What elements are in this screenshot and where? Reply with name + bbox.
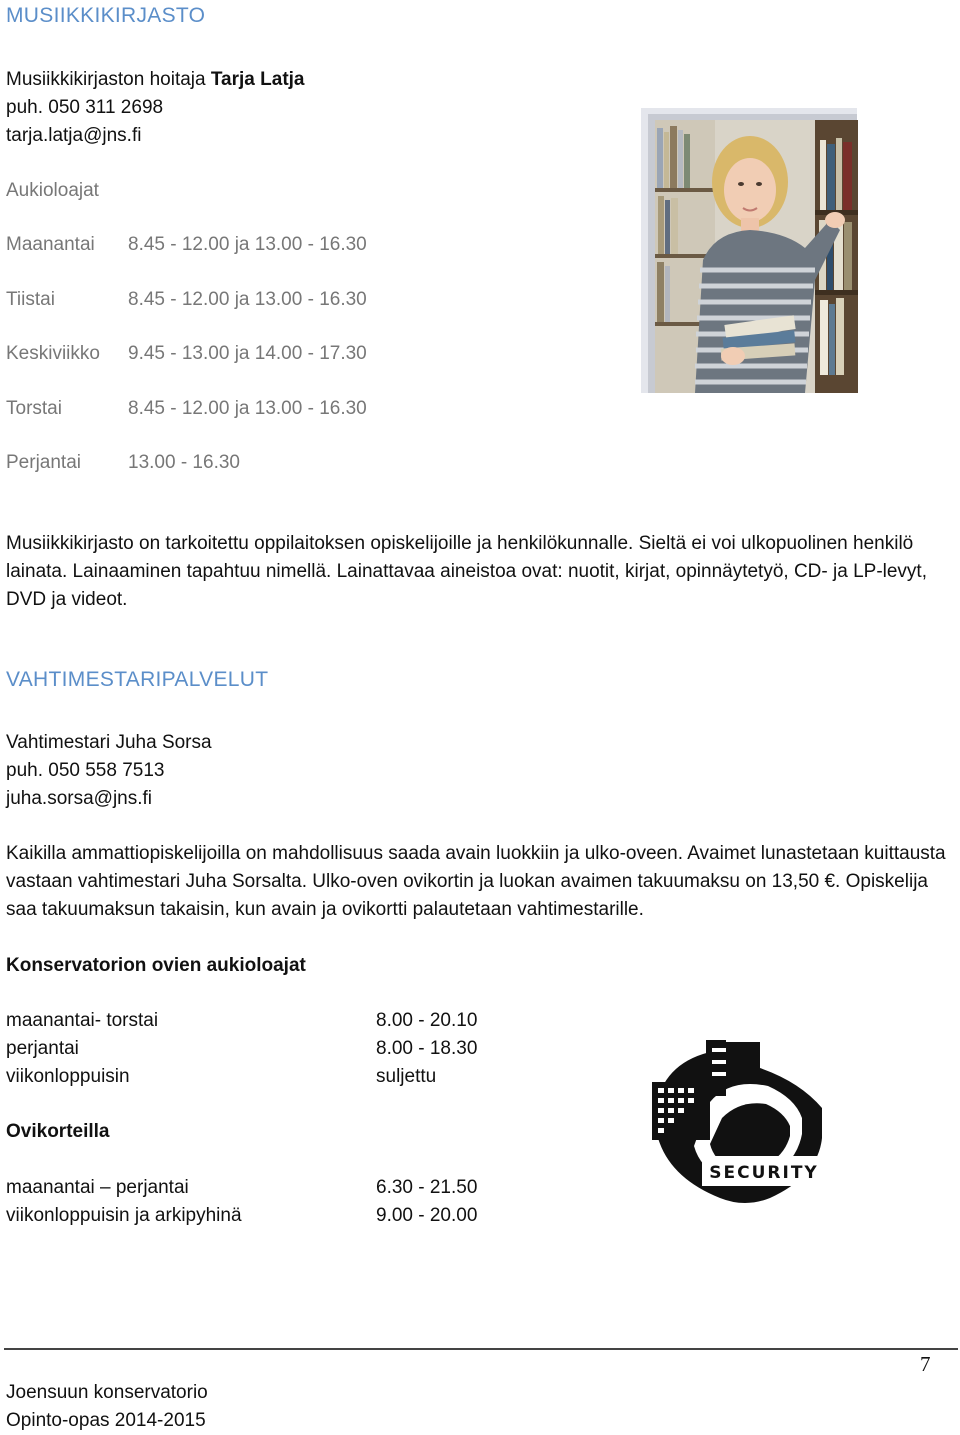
hours-time: 8.45 - 12.00 ja 13.00 - 16.30 (128, 234, 367, 255)
keeper-prefix: Musiikkikirjaston hoitaja (6, 69, 211, 90)
hours-day: Perjantai (6, 452, 81, 473)
music-library-description-text: Musiikkikirjasto on tarkoitettu oppilaitoksen opiskelijoille ja henkilökunnalle. Sieltä ei voi ulkopuolinen henkilö lainata. Lainaaminen tapahtuu nimellä. Lainattavaa aineistoa ovat: nuotit, kirjat, opinnäytetyö, CD- ja LP-levyt, DVD ja videot. (6, 533, 927, 610)
music-library-heading: MUSIIKKIKIRJASTO (6, 4, 206, 27)
page-number: 7 (920, 1352, 931, 1376)
card-hours-value: 6.30 - 21.50 (376, 1177, 478, 1198)
library-student-photo (655, 120, 858, 393)
caretaker-email[interactable]: juha.sorsa@jns.fi (6, 788, 153, 809)
caretaker-description (6, 840, 956, 924)
door-hours-value: 8.00 - 20.10 (376, 1010, 478, 1031)
library-student-illustration (655, 120, 858, 393)
hours-time: 8.45 - 12.00 ja 13.00 - 16.30 (128, 398, 367, 419)
hours-day: Maanantai (6, 234, 95, 255)
card-hours-label: maanantai – perjantai (6, 1177, 189, 1198)
caretaker-heading: VAHTIMESTARIPALVELUT (6, 668, 269, 691)
caretaker-description-text: Kaikilla ammattiopiskelijoilla on mahdollisuus saada avain luokkiin ja ulko-oveen. Avaimet lunastetaan kuittausta vastaan vahtimestari Juha Sorsalta. Ulko-oven ovikortin ja luokan avaimen takuumaksu on 13,50 €. Opiskelija saa takuumaksun takaisin, kun avain ja ovikortti palautetaan vahtimestarille. (6, 843, 946, 920)
keeper-name: Tarja Latja (210, 69, 305, 90)
footer-divider (4, 1348, 958, 1350)
hours-day: Tiistai (6, 289, 55, 310)
security-logo-text: SECURITY (709, 1163, 819, 1183)
hours-time: 9.45 - 13.00 ja 14.00 - 17.30 (128, 343, 367, 364)
hours-time: 13.00 - 16.30 (128, 452, 240, 473)
card-hours-value: 9.00 - 20.00 (376, 1205, 478, 1226)
music-library-description (6, 530, 956, 614)
security-shield-icon (650, 1038, 828, 1210)
door-hours-value: suljettu (376, 1066, 437, 1087)
hours-day: Keskiviikko (6, 343, 100, 364)
opening-hours-title: Aukioloajat (6, 180, 99, 201)
footer-org: Joensuun konservatorio (6, 1382, 208, 1403)
caretaker-name: Vahtimestari Juha Sorsa (6, 732, 212, 753)
card-hours-label: viikonloppuisin ja arkipyhinä (6, 1205, 242, 1226)
door-hours-label: maanantai- torstai (6, 1010, 159, 1031)
music-library-phone: puh. 050 311 2698 (6, 97, 164, 118)
music-library-keeper (6, 66, 305, 94)
caretaker-phone: puh. 050 558 7513 (6, 760, 165, 781)
hours-day: Torstai (6, 398, 62, 419)
hours-time: 8.45 - 12.00 ja 13.00 - 16.30 (128, 289, 367, 310)
door-hours-label: perjantai (6, 1038, 79, 1059)
music-library-email[interactable]: tarja.latja@jns.fi (6, 125, 142, 146)
security-logo (650, 1038, 828, 1210)
door-hours-label: viikonloppuisin (6, 1066, 130, 1087)
door-hours-value: 8.00 - 18.30 (376, 1038, 478, 1059)
card-hours-title: Ovikorteilla (6, 1121, 110, 1142)
door-hours-title: Konservatorion ovien aukioloajat (6, 955, 306, 976)
footer-guide: Opinto-opas 2014-2015 (6, 1410, 206, 1431)
